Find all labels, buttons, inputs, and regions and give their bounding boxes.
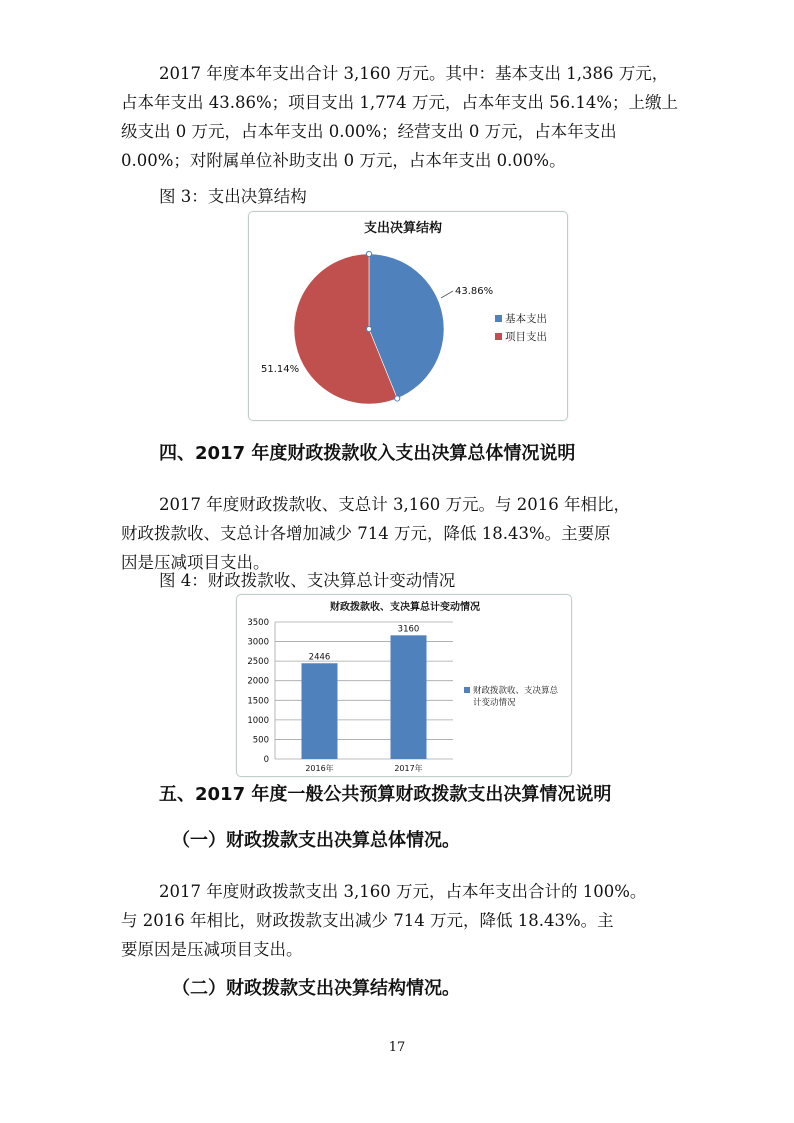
bar-y-tick-label: 2000 bbox=[247, 676, 269, 687]
pie-selection-handle bbox=[395, 396, 400, 401]
bar-y-tick-label: 1500 bbox=[247, 696, 269, 707]
legend-swatch-basic bbox=[495, 315, 502, 322]
bar-legend-label-line-1: 财政拨款收、支决算总 bbox=[473, 686, 559, 696]
bar-legend-label-line-2: 计变动情况 bbox=[473, 698, 516, 708]
bar-value-label: 2446 bbox=[308, 652, 331, 663]
fiscal-total-paragraph bbox=[121, 490, 693, 577]
bar-chart-frame bbox=[236, 594, 572, 777]
subsection-2-heading: （二）财政拨款支出决算结构情况。 bbox=[172, 978, 460, 999]
bar-2017年 bbox=[391, 635, 427, 759]
paragraph-line: 因是压减项目支出。 bbox=[121, 553, 270, 572]
pie-data-label-basic: 43.86% bbox=[455, 286, 494, 297]
fiscal-total-bar-chart bbox=[237, 595, 571, 776]
subsection-1-heading: （一）财政拨款支出决算总体情况。 bbox=[172, 830, 460, 851]
paragraph-line: 要原因是压减项目支出。 bbox=[121, 940, 303, 959]
legend-label-project: 项目支出 bbox=[505, 331, 547, 343]
page-number: 17 bbox=[388, 1040, 406, 1055]
pie-chart-title: 支出决算结构 bbox=[363, 221, 443, 236]
bar-x-tick-label: 2017年 bbox=[394, 764, 423, 773]
figure-4-caption: 图 4：财政拨款收、支决算总计变动情况 bbox=[159, 571, 456, 590]
bar-y-tick-label: 3000 bbox=[247, 637, 269, 648]
paragraph-line: 级支出 0 万元，占本年支出 0.00%；经营支出 0 万元，占本年支出 bbox=[121, 122, 617, 141]
paragraph-line: 2017 年度财政拨款支出 3,160 万元，占本年支出合计的 100%。 bbox=[159, 882, 647, 901]
pie-selection-handle bbox=[366, 251, 371, 256]
bar-value-label: 3160 bbox=[397, 624, 420, 635]
paragraph-line: 0.00%；对附属单位补助支出 0 万元，占本年支出 0.00%。 bbox=[121, 151, 566, 170]
bar-y-tick-label: 2500 bbox=[247, 657, 269, 668]
expenditure-summary-paragraph bbox=[121, 59, 693, 175]
bar-y-tick-label: 1000 bbox=[247, 715, 269, 726]
pie-data-label-project: 51.14% bbox=[261, 364, 300, 375]
bar-x-tick-label: 2016年 bbox=[305, 764, 334, 773]
pie-selection-handle bbox=[366, 326, 371, 331]
figure-3-caption: 图 3：支出决算结构 bbox=[159, 187, 307, 206]
paragraph-line: 2017 年度本年支出合计 3,160 万元。其中：基本支出 1,386 万元， bbox=[159, 64, 669, 83]
pie-chart-frame bbox=[248, 211, 568, 421]
pie-leader-line bbox=[441, 291, 453, 298]
paragraph-line: 2017 年度财政拨款收、支总计 3,160 万元。与 2016 年相比， bbox=[159, 495, 630, 514]
section-5-heading: 五、2017 年度一般公共预算财政拨款支出决算情况说明 bbox=[159, 784, 612, 805]
legend-swatch-project bbox=[495, 333, 502, 340]
expenditure-structure-pie-chart bbox=[249, 212, 567, 420]
paragraph-line: 财政拨款收、支总计各增加减少 714 万元，降低 18.43%。主要原 bbox=[121, 524, 611, 543]
paragraph-line: 占本年支出 43.86%；项目支出 1,774 万元，占本年支出 56.14%；上缴上 bbox=[121, 93, 679, 112]
bar-legend-swatch bbox=[464, 687, 470, 693]
paragraph-line: 与 2016 年相比，财政拨款支出减少 714 万元，降低 18.43%。主 bbox=[121, 911, 614, 930]
fiscal-expenditure-paragraph bbox=[121, 877, 693, 964]
bar-y-tick-label: 500 bbox=[252, 735, 269, 746]
legend-label-basic: 基本支出 bbox=[505, 313, 547, 325]
section-4-heading: 四、2017 年度财政拨款收入支出决算总体情况说明 bbox=[159, 443, 576, 464]
bar-chart-title: 财政拨款收、支决算总计变动情况 bbox=[330, 602, 480, 613]
bar-y-tick-label: 0 bbox=[263, 755, 269, 765]
bar-y-tick-label: 3500 bbox=[247, 618, 269, 628]
bar-2016年 bbox=[302, 663, 338, 759]
